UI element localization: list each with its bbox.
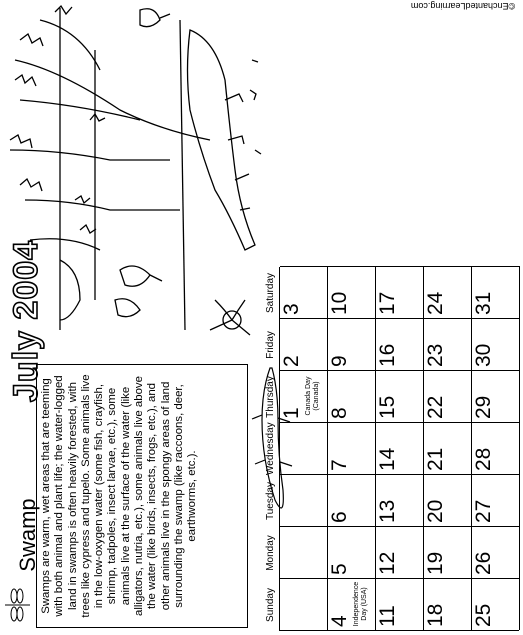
day-cell-24 — [424, 266, 472, 318]
topic-description: Swamps are warm, wet areas that are teeming with both animal and plant life; the water-logged land in swamps is often heavily forested, with trees like cypress and tupelo. Some animals live in the low-oxygen water (some fish, crayfish, shrimp, tadpoles, insect larvae, etc.), some animals live at the surface of the water (like alligators, nutria, etc.), some animals live above the water (like birds, insects, frogs, etc.), and other animals live in the spongy areas of land surrounding the swamp (like raccoons, deer, earthworms, etc.). — [36, 364, 248, 628]
day-number: 15 — [376, 395, 399, 419]
day-number: 31 — [472, 291, 495, 315]
day-number: 23 — [424, 343, 447, 367]
day-cell-5 — [328, 526, 376, 578]
day-number: 4 — [328, 615, 351, 627]
weekday-wednesday: Wednesday — [265, 422, 276, 475]
day-cell-29 — [472, 370, 520, 422]
day-number: 3 — [280, 303, 303, 315]
day-number: 8 — [328, 407, 351, 419]
weekday-sunday: Sunday — [265, 588, 276, 622]
day-number: 13 — [376, 499, 399, 523]
day-number: 24 — [424, 291, 447, 315]
day-cell-26 — [472, 526, 520, 578]
empty-cell — [280, 578, 328, 630]
day-cell-19 — [424, 526, 472, 578]
day-number: 5 — [328, 563, 351, 575]
day-cell-27 — [472, 474, 520, 526]
holiday-label: Canada Day (Canada) — [305, 376, 320, 416]
day-number: 27 — [472, 499, 495, 523]
day-cell-13 — [376, 474, 424, 526]
day-number: 28 — [472, 447, 495, 471]
weekday-thursday: Thursday — [265, 376, 276, 418]
day-number: 30 — [472, 343, 495, 367]
day-cell-12 — [376, 526, 424, 578]
day-cell-6 — [328, 474, 376, 526]
day-cell-9 — [328, 318, 376, 370]
weekday-saturday: Saturday — [265, 272, 276, 314]
empty-cell — [280, 474, 328, 526]
topic-title: Swamp — [15, 498, 40, 572]
day-number: 26 — [472, 551, 495, 575]
calendar-grid — [279, 267, 519, 631]
day-cell-1 — [280, 370, 328, 422]
day-cell-25 — [472, 578, 520, 630]
day-cell-7 — [328, 422, 376, 474]
day-cell-30 — [472, 318, 520, 370]
day-cell-8 — [328, 370, 376, 422]
day-number: 18 — [424, 603, 447, 627]
topic-description-box — [34, 362, 250, 630]
day-cell-11 — [376, 578, 424, 630]
day-cell-18 — [424, 578, 472, 630]
weekday-friday: Friday — [265, 331, 276, 359]
day-number: 2 — [280, 355, 303, 367]
day-number: 29 — [472, 395, 495, 419]
weekday-tuesday: Tuesday — [265, 482, 276, 520]
day-number: 25 — [472, 603, 495, 627]
empty-cell — [280, 526, 328, 578]
day-cell-14 — [376, 422, 424, 474]
month-title: July 2004 — [7, 239, 45, 403]
day-cell-16 — [376, 318, 424, 370]
day-cell-3 — [280, 266, 328, 318]
day-cell-20 — [424, 474, 472, 526]
credit: ©EnchantedLearning.com — [410, 1, 516, 11]
holiday-label: Independence Day (USA) — [353, 581, 368, 627]
day-number: 9 — [328, 355, 351, 367]
day-number: 10 — [328, 291, 351, 315]
day-cell-15 — [376, 370, 424, 422]
day-number: 6 — [328, 511, 351, 523]
weekday-header — [263, 267, 279, 631]
day-cell-28 — [472, 422, 520, 474]
day-number: 1 — [280, 407, 303, 419]
day-cell-17 — [376, 266, 424, 318]
weekday-monday: Monday — [265, 535, 276, 571]
day-cell-22 — [424, 370, 472, 422]
calendar — [263, 7, 519, 631]
day-number: 14 — [376, 447, 399, 471]
day-cell-23 — [424, 318, 472, 370]
day-number: 12 — [376, 551, 399, 575]
day-number: 11 — [376, 605, 399, 627]
day-number: 21 — [424, 447, 447, 471]
day-number: 20 — [424, 499, 447, 523]
day-cell-21 — [424, 422, 472, 474]
day-cell-31 — [472, 266, 520, 318]
day-number: 22 — [424, 395, 447, 419]
day-cell-2 — [280, 318, 328, 370]
day-number: 7 — [328, 459, 351, 471]
day-number: 19 — [424, 551, 447, 575]
day-cell-4 — [328, 578, 376, 630]
day-number: 17 — [376, 291, 399, 315]
day-number: 16 — [376, 343, 399, 367]
day-cell-10 — [328, 266, 376, 318]
empty-cell — [280, 422, 328, 474]
